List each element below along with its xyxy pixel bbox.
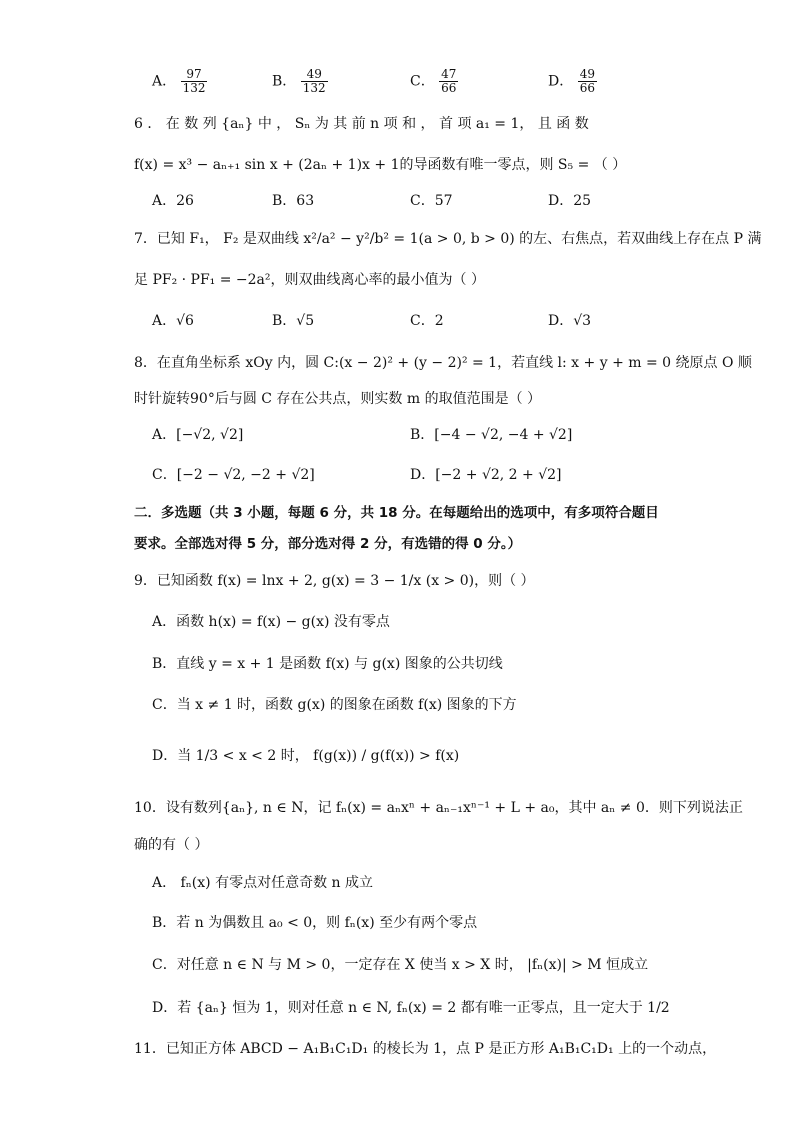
q8-option-b: B．[−4 − √2, −4 + √2] xyxy=(410,427,573,443)
q7-stem-line1: 7．已知 F₁， F₂ 是双曲线 x²/a² − y²/b² = 1(a > 0, b > 0) 的左、右焦点，若双曲线上存在点 P 满 xyxy=(134,231,762,247)
q8-option-a: A．[−√2, √2] xyxy=(152,427,244,443)
q8-option-d: D．[−2 + √2, 2 + √2] xyxy=(410,467,562,483)
q5-option-a-fraction: $\frac{97}{132}$ xyxy=(182,67,206,96)
q10-stem-line2: 确的有（ ） xyxy=(134,837,209,853)
q5-option-d: D． $\frac{49}{66}$ xyxy=(548,67,595,96)
q5-option-b-fraction: $\frac{49}{132}$ xyxy=(302,67,326,96)
q6-option-a: A．26 xyxy=(152,193,194,209)
q10-option-a: A． fₙ(x) 有零点对任意奇数 n 成立 xyxy=(152,875,373,891)
q9-option-b: B．直线 y = x + 1 是函数 f(x) 与 g(x) 图象的公共切线 xyxy=(152,656,503,672)
q7-option-c: C．2 xyxy=(410,313,444,329)
q8-stem-line2: 时针旋转90°后与圆 C 存在公共点，则实数 m 的取值范围是（ ） xyxy=(134,391,542,407)
q7-option-a: A．√6 xyxy=(152,313,194,329)
q9-option-c: C．当 x ≠ 1 时，函数 g(x) 的图象在函数 f(x) 图象的下方 xyxy=(152,697,517,713)
q5-option-c: C． $\frac{47}{66}$ xyxy=(410,67,457,96)
q6-option-c: C．57 xyxy=(410,193,453,209)
q10-option-d: D．若 {aₙ} 恒为 1，则对任意 n ∈ N, fₙ(x) = 2 都有唯一正零点，且一定大于 1/2 xyxy=(152,1000,670,1016)
q5-option-a: A． $\frac{97}{132}$ xyxy=(152,67,206,96)
q8-stem-line1: 8．在直角坐标系 xOy 内，圆 C:(x − 2)² + (y − 2)² = 1，若直线 l: x + y + m = 0 绕原点 O 顺 xyxy=(134,355,752,371)
q9-option-d: D．当 1/3 < x < 2 时， f(g(x)) / g(f(x)) > f(x) xyxy=(152,748,460,764)
q6-stem-line2: f(x) = x³ − aₙ₊₁ sin x + (2aₙ + 1)x + 1的导函数有唯一零点，则 S₅ = （ ） xyxy=(134,157,627,173)
q7-option-b: B．√5 xyxy=(272,313,315,329)
q7-stem-line2: 足 PF₂ · PF₁ = −2a²，则双曲线离心率的最小值为（ ） xyxy=(134,272,485,288)
q6-option-d: D．25 xyxy=(548,193,592,209)
section2-heading-line1: 二．多选题（共 3 小题，每题 6 分，共 18 分。在每题给出的选项中，有多项符合题目 xyxy=(134,505,659,521)
q7-option-d: D．√3 xyxy=(548,313,592,329)
q9-option-a: A．函数 h(x) = f(x) − g(x) 没有零点 xyxy=(152,614,390,630)
q5-option-c-fraction: $\frac{47}{66}$ xyxy=(441,67,457,96)
q6-option-b: B．63 xyxy=(272,193,315,209)
section2-heading-line2: 要求。全部选对得 5 分，部分选对得 2 分，有选错的得 0 分。） xyxy=(134,536,522,552)
q5-option-b: B． $\frac{49}{132}$ xyxy=(272,67,326,96)
q9-stem: 9．已知函数 f(x) = lnx + 2, g(x) = 3 − 1/x (x > 0)，则（ ） xyxy=(134,573,535,589)
q8-option-c: C．[−2 − √2, −2 + √2] xyxy=(152,467,315,483)
q5-option-d-fraction: $\frac{49}{66}$ xyxy=(579,67,595,96)
q10-option-c: C．对任意 n ∈ N 与 M > 0，一定存在 X 使当 x > X 时， |fₙ(x)| > M 恒成立 xyxy=(152,957,649,973)
q10-stem-line1: 10．设有数列{aₙ}, n ∈ N，记 fₙ(x) = aₙxⁿ + aₙ₋₁xⁿ⁻¹ + L + a₀，其中 aₙ ≠ 0．则下列说法正 xyxy=(134,800,743,816)
q10-option-b: B．若 n 为偶数且 a₀ < 0，则 fₙ(x) 至少有两个零点 xyxy=(152,915,478,931)
q11-stem-line1: 11．已知正方体 ABCD − A₁B₁C₁D₁ 的棱长为 1，点 P 是正方形 A₁B₁C₁D₁ 上的一个动点， xyxy=(134,1041,717,1057)
q6-stem-line1: 6 ． 在 数 列 {aₙ} 中 ， Sₙ 为 其 前 n 项 和 ， 首 项 a₁ = 1， 且 函 数 xyxy=(134,116,589,132)
